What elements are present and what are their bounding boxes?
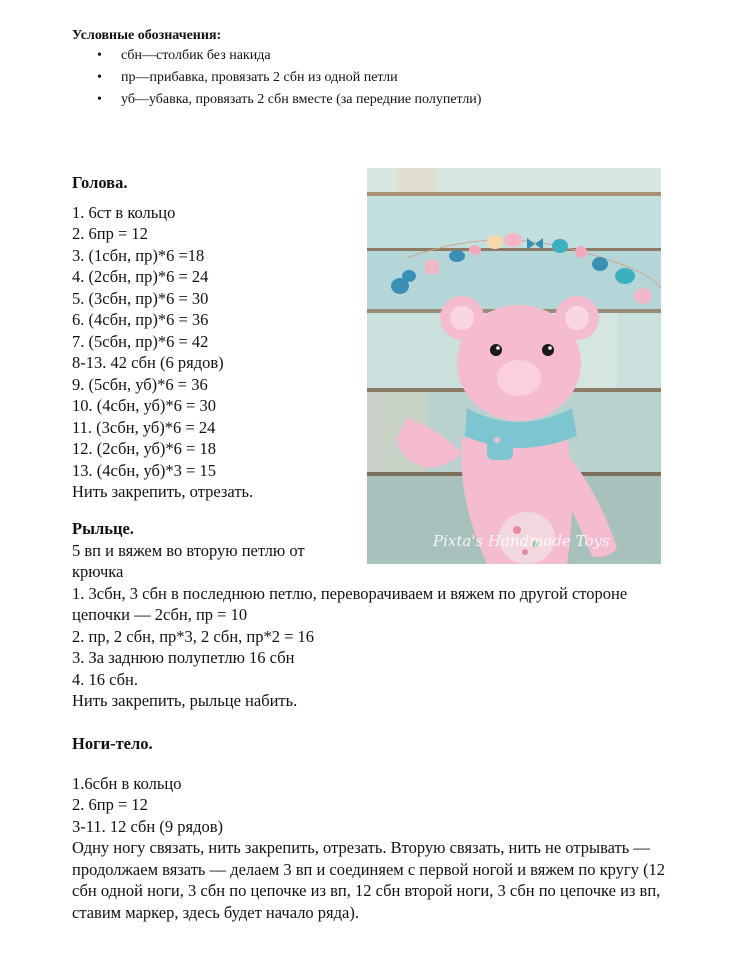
head-row: 10. (4сбн, уб)*6 = 30: [72, 396, 216, 415]
head-row: 13. (4сбн, уб)*3 = 15: [72, 460, 216, 480]
head-row: 5. (3сбн, пр)*6 = 30: [72, 288, 209, 308]
legend-section: [72, 27, 672, 111]
head-row: 3. (1сбн, пр)*6 =18: [72, 245, 205, 265]
photo-watermark: Pixta's Handmade Toys: [433, 532, 610, 550]
snout-row: 4. 16 сбн.: [72, 669, 138, 689]
head-row: 8-13. 42 сбн (6 рядов): [72, 353, 224, 372]
head-row: 1. 6ст в кольцо: [72, 202, 176, 222]
legend-item: • уб—убавка, провязать 2 сбн вместе (за передние полупетли): [72, 89, 672, 111]
head-row: 11. (3сбн, уб)*6 = 24: [72, 417, 216, 437]
legs-paragraph: Одну ногу связать, нить закрепить, отрезать. Вторую связать, нить не отрывать — продолжаем вязать — делаем 3 вп и соединяем с первой ногой и вяжем по кругу (12 сбн одной ноги, 3 сбн по цепочке из вп, 12 сбн второй ноги, 3 сбн по цепочке из вп, ставим маркер, здесь будет начало ряда).: [72, 838, 666, 922]
legs-row: 1.6сбн в кольцо: [72, 773, 182, 793]
head-row: Нить закрепить, отрезать.: [72, 482, 254, 501]
legend-item: • пр—прибавка, провязать 2 сбн из одной петли: [72, 67, 672, 89]
head-section: [72, 172, 362, 503]
snout-row: Нить закрепить, рыльце набить.: [72, 691, 298, 710]
head-row: 7. (5сбн, пр)*6 = 42: [72, 331, 209, 351]
snout-row: 3. За заднюю полупетлю 16 сбн: [72, 648, 295, 667]
head-row: 12. (2сбн, уб)*6 = 18: [72, 439, 216, 458]
bear-toy-illustration: [367, 168, 661, 564]
snout-row: 2. пр, 2 сбн, пр*3, 2 сбн, пр*2 = 16: [72, 626, 315, 646]
legs-section: [72, 733, 672, 923]
legend-title: Условные обозначения:: [72, 28, 222, 43]
head-row: 9. (5сбн, уб)*6 = 36: [72, 374, 208, 394]
legs-row: 2. 6пр = 12: [72, 795, 148, 814]
snout-intro: крючка: [72, 562, 124, 581]
legs-title: Ноги-тело.: [72, 734, 153, 753]
snout-intro: 5 вп и вяжем во вторую петлю от: [72, 540, 305, 560]
snout-row: 1. 3сбн, 3 сбн в последнюю петлю, переворачиваем и вяжем по другой стороне цепочки — 2сбн, пр = 10: [72, 583, 628, 624]
head-row: 4. (2сбн, пр)*6 = 24: [72, 267, 209, 286]
legend-item: • сбн—столбик без накида: [72, 45, 672, 67]
snout-section: [72, 518, 672, 712]
head-row: 2. 6пр = 12: [72, 224, 148, 243]
snout-title: Рыльце.: [72, 519, 134, 538]
head-row: 6. (4сбн, пр)*6 = 36: [72, 310, 209, 329]
toy-photo: [367, 168, 661, 564]
head-title: Голова.: [72, 173, 128, 192]
legend-list: [72, 45, 672, 111]
legs-row: 3-11. 12 сбн (9 рядов): [72, 816, 224, 836]
